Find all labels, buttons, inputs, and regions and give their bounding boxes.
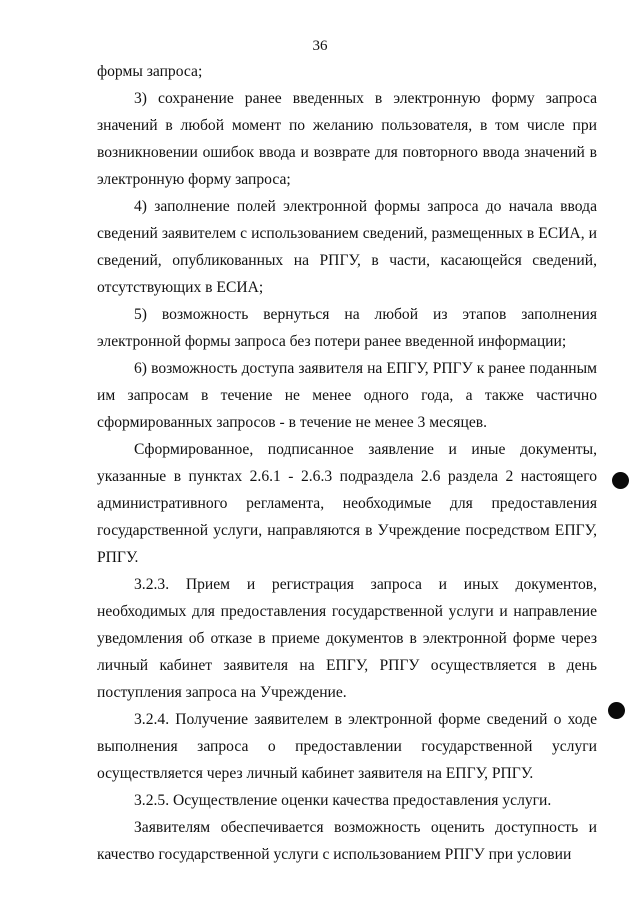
paragraph-form-request: формы запроса; [97, 63, 203, 80]
paragraph-item-4: 4) заполнение полей электронной формы запроса до начала ввода сведений заявителем с использованием сведений, размещенных в ЕСИА, и сведений, опубликованных на РПГУ, в части, касающейся сведений, отсутствующих в ЕСИА; [97, 198, 597, 296]
paragraph-section-3-2-4: 3.2.4. Получение заявителем в электронной форме сведений о ходе выполнения запроса о предоставлении государственной услуги осуществляется через личный кабинет заявителя на ЕПГУ, РПГУ. [97, 711, 597, 782]
paragraph-section-3-2-3: 3.2.3. Прием и регистрация запроса и иных документов, необходимых для предоставления государственной услуги и направление уведомления об отказе в приеме документов в электронной форме через личный кабинет заявителя на ЕПГУ, РПГУ осуществляется в день поступления запроса на Учреждение. [97, 576, 597, 701]
paragraph-quality-assessment: Заявителям обеспечивается возможность оценить доступность и качество государственной услуги с использованием РПГУ при условии [97, 819, 597, 863]
page-number: 36 [312, 38, 328, 54]
paragraph-item-6: 6) возможность доступа заявителя на ЕПГУ, РПГУ к ранее поданным им запросам в течение не менее одного года, а также частично сформированных запросов - в течение не менее 3 месяцев. [97, 360, 597, 431]
paragraph-submitted-application: Сформированное, подписанное заявление и иные документы, указанные в пунктах 2.6.1 - 2.6.3 подраздела 2.6 раздела 2 настоящего административного регламента, необходимые для предоставления государственной услуги, направляются в Учреждение посредством ЕПГУ, РПГУ. [97, 441, 597, 566]
paragraph-item-5: 5) возможность вернуться на любой из этапов заполнения электронной формы запроса без потери ранее введенной информации; [97, 306, 597, 350]
paragraph-section-3-2-5: 3.2.5. Осуществление оценки качества предоставления услуги. [134, 792, 552, 809]
document-body [97, 58, 597, 868]
hole-punch-mark [608, 702, 625, 719]
paragraph-item-3: 3) сохранение ранее введенных в электронную форму запроса значений в любой момент по желанию пользователя, в том числе при возникновении ошибок ввода и возврате для повторного ввода значений в электронную форму запроса; [97, 90, 597, 188]
hole-punch-mark [612, 472, 629, 489]
